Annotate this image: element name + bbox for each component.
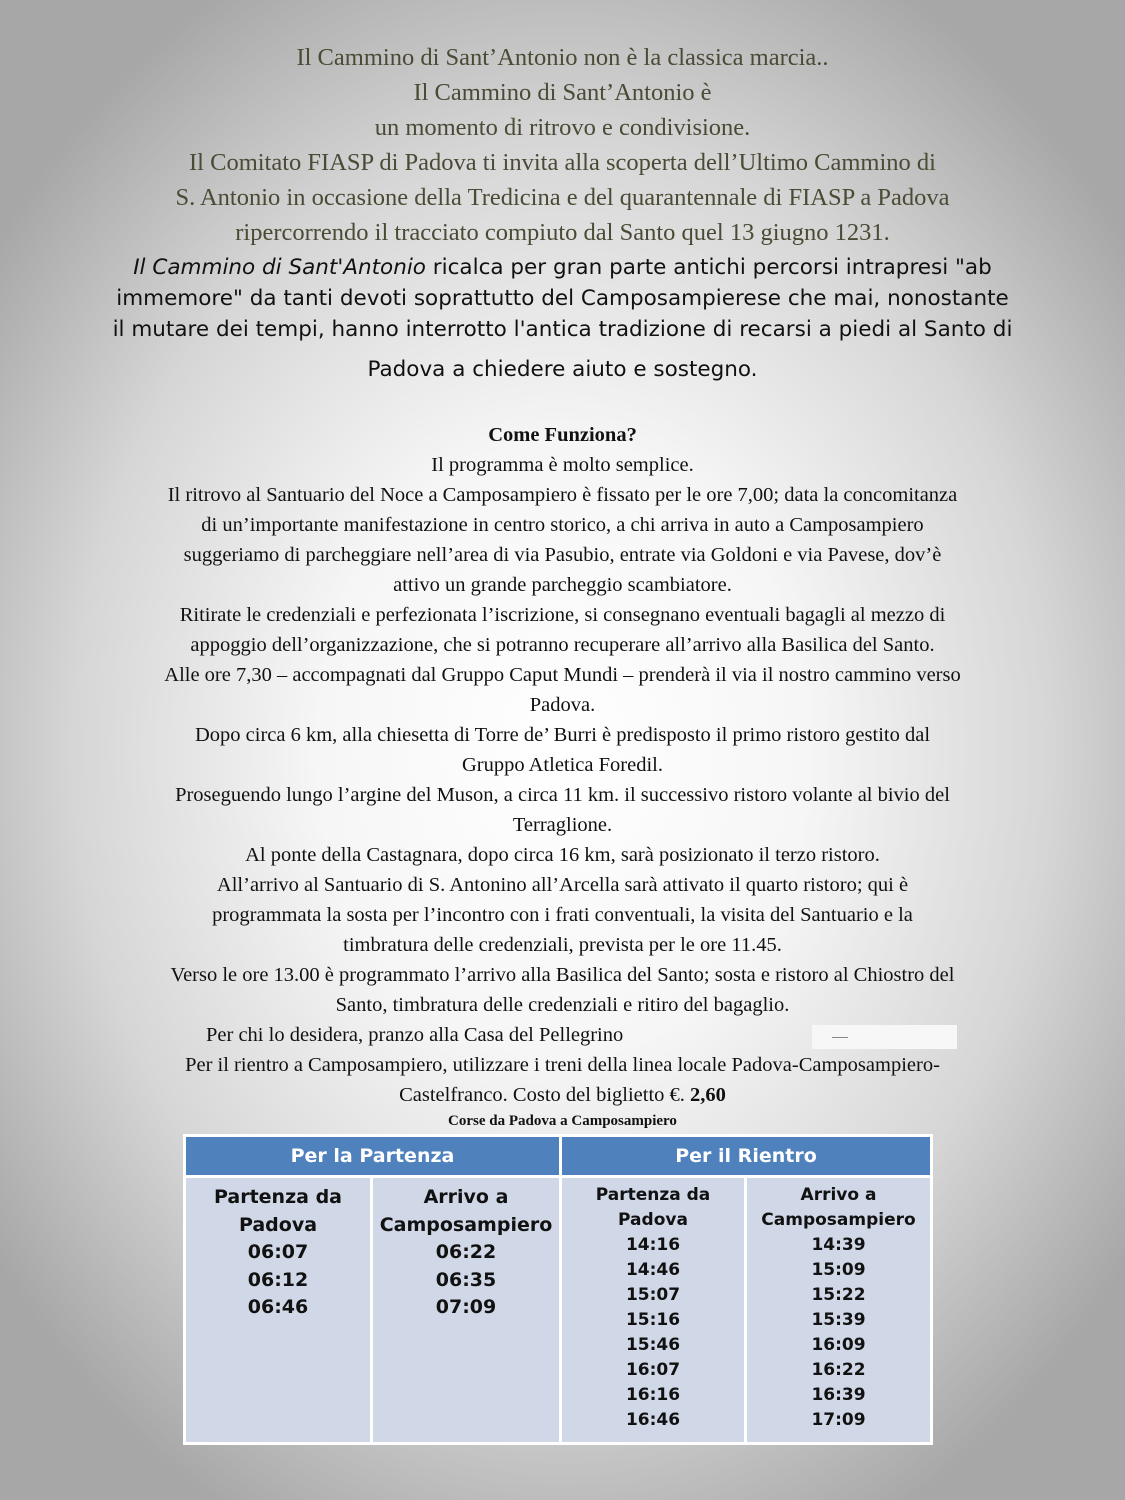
- timetable-body: [186, 1178, 930, 1442]
- program-line: Ritirate le credenziali e perfezionata l’iscrizione, si consegnano eventuali bagagli al mezzo di: [179, 604, 946, 626]
- program-line: Padova.: [529, 694, 596, 716]
- return-camposampiero-column: [747, 1178, 930, 1442]
- intro-block: [0, 40, 1125, 250]
- column-title: Padova: [238, 1213, 318, 1236]
- program-line: Santo, timbratura delle credenziali e ritiro del bagaglio.: [335, 994, 790, 1016]
- timetable-header: [186, 1137, 930, 1175]
- column-title: Camposampiero: [379, 1213, 553, 1236]
- program-line: attivo un grande parcheggio scambiatore.: [393, 574, 732, 596]
- time-cell: 17:09: [811, 1410, 866, 1430]
- time-cell: 15:09: [811, 1260, 866, 1280]
- description-line-rest: ricalca per gran parte antichi percorsi intrapresi "ab: [425, 255, 992, 280]
- description-italic-title: Il Cammino di Sant'Antonio: [133, 255, 426, 280]
- return-padova-column: [562, 1178, 744, 1442]
- redacted-patch: [812, 1025, 957, 1049]
- time-cell: 16:07: [625, 1360, 681, 1380]
- return-line: [0, 1080, 1125, 1110]
- program-line: Il programma è molto semplice.: [431, 454, 694, 476]
- time-cell: 15:39: [811, 1310, 866, 1330]
- program-line: Il ritrovo al Santuario del Noce a Camposampiero è fissato per le ore 7,00; data la concomitanza: [167, 484, 958, 506]
- program-line: Terraglione.: [512, 814, 613, 836]
- lunch-line: Per chi lo desidera, pranzo alla Casa del Pellegrino: [206, 1024, 624, 1046]
- return-line-prefix: Castelfranco. Costo del biglietto €.: [399, 1084, 691, 1106]
- intro-line: Il Cammino di Sant’Antonio non è la classica marcia..: [296, 44, 829, 71]
- program-line: Alle ore 7,30 – accompagnati dal Gruppo Caput Mundi – prenderà il via il nostro cammino verso: [164, 664, 961, 686]
- description-line: Padova a chiedere aiuto e sostegno.: [367, 357, 758, 382]
- time-cell: 15:46: [625, 1335, 681, 1355]
- time-cell: 16:16: [625, 1385, 681, 1405]
- section-heading: Come Funziona?: [488, 424, 637, 446]
- intro-line: S. Antonio in occasione della Tredicina e del quarantennale di FIASP a Padova: [175, 184, 950, 211]
- intro-line: ripercorrendo il tracciato compiuto dal Santo quel 13 giugno 1231.: [235, 219, 890, 246]
- program-line: Dopo circa 6 km, alla chiesetta di Torre de’ Burri è predisposto il primo ristoro gestito dal: [194, 724, 931, 746]
- dash-mark: [832, 1037, 848, 1038]
- program-line: appoggio dell’organizzazione, che si potranno recuperare all’arrivo alla Basilica del Santo.: [190, 634, 935, 656]
- time-cell: 06:46: [247, 1296, 309, 1318]
- departure-camposampiero-column: [373, 1178, 559, 1442]
- time-cell: 14:46: [625, 1260, 681, 1280]
- program-line: suggeriamo di parcheggiare nell’area di via Pasubio, entrate via Goldoni e via Pavese, dov’è: [183, 544, 942, 566]
- program-line: Al ponte della Castagnara, dopo circa 16 km, sarà posizionato il terzo ristoro.: [245, 844, 880, 866]
- header-departure: Per la Partenza: [186, 1137, 559, 1175]
- time-cell: 16:39: [811, 1385, 866, 1405]
- time-cell: 15:07: [625, 1285, 681, 1305]
- timetable: [183, 1134, 933, 1445]
- time-cell: 06:22: [435, 1241, 497, 1263]
- intro-line: Il Comitato FIASP di Padova ti invita alla scoperta dell’Ultimo Cammino di: [189, 149, 936, 176]
- time-cell: 16:22: [811, 1360, 866, 1380]
- column-title: Partenza da: [213, 1186, 343, 1208]
- time-cell: 06:35: [435, 1268, 497, 1291]
- program-line: Gruppo Atletica Foredil.: [462, 754, 663, 776]
- departure-padova-column: [186, 1178, 370, 1442]
- description-line: immemore" da tanti devoti soprattutto del Camposampierese che mai, nonostante: [116, 286, 1009, 311]
- time-cell: 15:16: [625, 1310, 681, 1330]
- time-cell: 14:16: [625, 1235, 681, 1255]
- description-line: il mutare dei tempi, hanno interrotto l'antica tradizione di recarsi a piedi al Santo di: [112, 317, 1013, 342]
- how-it-works-block: [0, 420, 1125, 1110]
- program-line: Verso le ore 13.00 è programmato l’arrivo alla Basilica del Santo; sosta e ristoro al Chiostro del: [170, 964, 955, 986]
- description-line: [0, 252, 1125, 283]
- description-block: [0, 252, 1125, 385]
- column-title: Arrivo a: [423, 1186, 509, 1208]
- column-title: Padova: [618, 1210, 688, 1230]
- column-title: Arrivo a: [800, 1185, 877, 1205]
- header-return: Per il Rientro: [562, 1137, 930, 1175]
- intro-line: un momento di ritrovo e condivisione.: [374, 114, 751, 141]
- column-title: Camposampiero: [761, 1210, 916, 1230]
- timetable-caption: Corse da Padova a Camposampiero: [448, 1113, 677, 1129]
- program-line: Proseguendo lungo l’argine del Muson, a circa 11 km. il successivo ristoro volante al bivio del: [175, 784, 950, 806]
- time-cell: 07:09: [435, 1296, 497, 1318]
- time-cell: 06:07: [247, 1241, 309, 1263]
- time-cell: 14:39: [811, 1235, 866, 1255]
- time-cell: 15:22: [811, 1285, 866, 1305]
- ticket-price: 2,60: [690, 1084, 726, 1106]
- program-line: programmata la sosta per l’incontro con i frati conventuali, la visita del Santuario e la: [212, 904, 913, 926]
- time-cell: 06:12: [247, 1268, 309, 1291]
- time-cell: 16:09: [811, 1335, 866, 1355]
- program-line: All’arrivo al Santuario di S. Antonino all’Arcella sarà attivato il quarto ristoro; qui è: [216, 874, 909, 896]
- time-cell: 16:46: [625, 1410, 681, 1430]
- intro-line: Il Cammino di Sant’Antonio è: [413, 79, 712, 106]
- program-line: di un’importante manifestazione in centro storico, a chi arriva in auto a Camposampiero: [201, 514, 924, 536]
- column-title: Partenza da: [595, 1185, 711, 1205]
- return-line: Per il rientro a Camposampiero, utilizzare i treni della linea locale Padova-Camposampiero-: [185, 1054, 940, 1076]
- program-line: timbratura delle credenziali, prevista per le ore 11.45.: [343, 934, 782, 956]
